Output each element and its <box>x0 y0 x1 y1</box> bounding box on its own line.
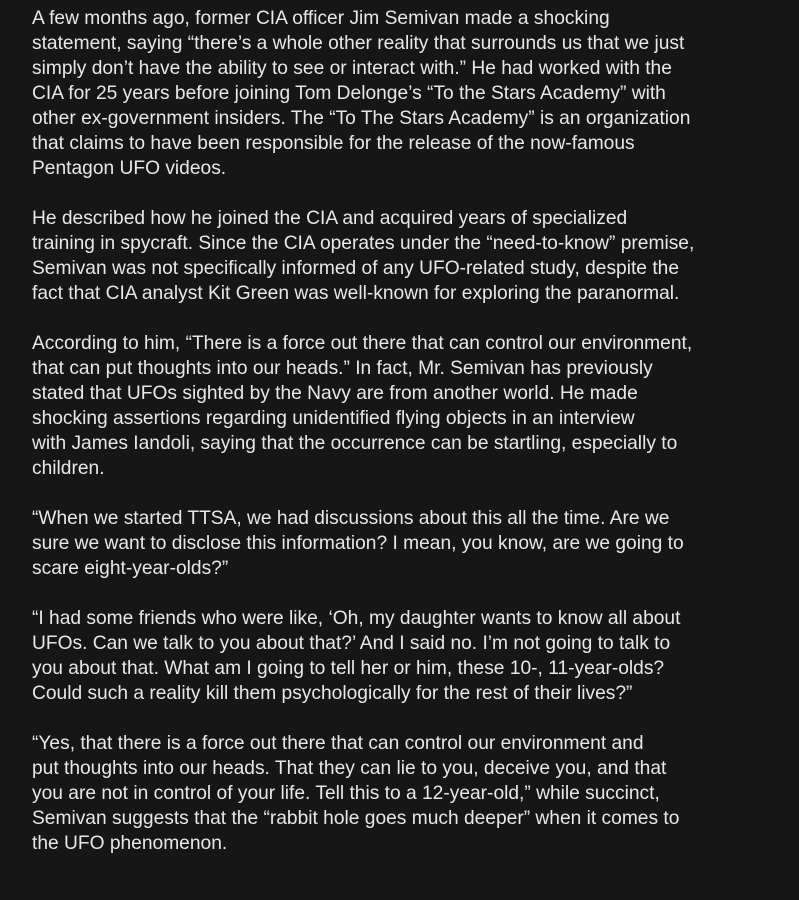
article-paragraph: “Yes, that there is a force out there that can control our environment and put thoughts into our heads. That they can lie to you, deceive you, and that you are not in control of your life. Tell this to a 12-year-old,” while succinct, Semivan suggests that the “rabbit hole goes much deeper” when it comes to the UFO phenomenon. <box>32 733 680 854</box>
article-paragraph: A few months ago, former CIA officer Jim Semivan made a shocking statement, saying “there’s a whole other reality that surrounds us that we just simply don’t have the ability to see or interact with.” He had worked with the CIA for 25 years before joining Tom Delonge’s “To the Stars Academy” with other ex-government insiders. The “To The Stars Academy” is an organization that claims to have been responsible for the release of the now-famous Pentagon UFO videos. <box>32 8 691 179</box>
article-paragraph: “I had some friends who were like, ‘Oh, my daughter wants to know all about UFOs. Can we talk to you about that?’ And I said no. I’m not going to talk to you about that. What am I going to tell her or him, these 10-, 11-year-olds? Could such a reality kill them psychologically for the rest of their lives?” <box>32 608 681 704</box>
article-paragraph: He described how he joined the CIA and acquired years of specialized training in spycraft. Since the CIA operates under the “need-to-know” premise, Semivan was not specifically informed of any UFO-related study, despite the fact that CIA analyst Kit Green was well-known for exploring the paranormal. <box>32 208 695 304</box>
article-paragraph: According to him, “There is a force out there that can control our environment, that can put thoughts into our heads.” In fact, Mr. Semivan has previously stated that UFOs sighted by the Navy are from another world. He made shocking assertions regarding unidentified flying objects in an interview with James Iandoli, saying that the occurrence can be startling, especially to children. <box>32 333 693 479</box>
article-paragraph: “When we started TTSA, we had discussions about this all the time. Are we sure we want to disclose this information? I mean, you know, are we going to scare eight-year-olds?” <box>32 508 684 579</box>
